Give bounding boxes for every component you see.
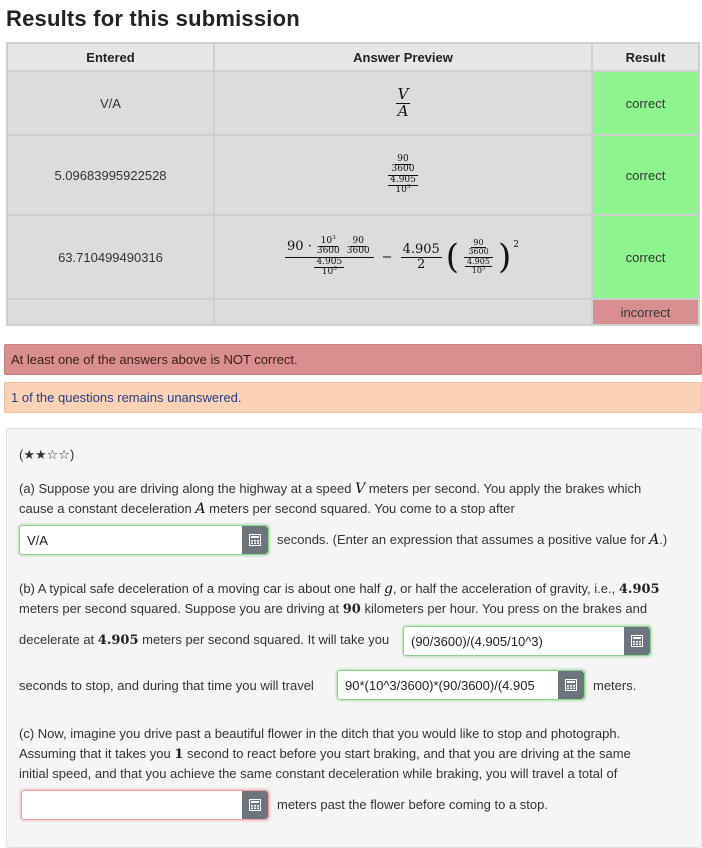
part-b-text-1: (b) A typical safe deceleration of a moving car is about one half g, or half the acceleration of gravity, i.e., 4.905 [19,581,660,597]
preview-cell [214,71,592,135]
page-title: Results for this submission [6,6,300,31]
part-b-text-3: decelerate at 4.905 meters per second squared. It will take you [19,632,390,648]
equation-editor-button[interactable] [242,526,268,554]
table-row [7,215,699,299]
answer-c-field[interactable] [21,790,269,820]
incorrect-alert: At least one of the answers above is NOT correct. [4,344,702,375]
result-cell: incorrect [592,299,699,325]
preview-cell [214,299,592,325]
preview-cell [214,135,592,215]
equation-editor-button[interactable] [242,791,268,819]
table-header-row [7,43,699,71]
part-c-after: meters past the flower before coming to a stop. [277,797,548,812]
part-c-text-2: Assuming that it takes you 1 second to react before you start braking, and that you are driving at the same [19,746,631,762]
results-table [6,42,700,326]
part-c-text-1: (c) Now, imagine you drive past a beautiful flower in the ditch that you would like to stop and photograph. [19,726,621,741]
part-b-text-4: seconds to stop, and during that time you will travel [19,678,314,693]
calculator-icon [249,799,261,811]
answer-b1-field[interactable]: (90/3600)/(4.905/10^3) [403,626,651,656]
entered-cell: V/A [7,71,214,135]
preview-fraction: $\frac{V}{A}$ [397,84,409,120]
answer-b2-field[interactable]: 90*(10^3/3600)*(90/3600)/(4.905 [337,670,585,700]
part-b-units: meters. [593,678,637,693]
header-answer-preview: Answer Preview [214,43,592,71]
part-c-text-3: initial speed, and that you achieve the same constant deceleration while braking, you will travel a total of [19,766,618,781]
entered-cell: 63.710499490316 [7,215,214,299]
result-cell: correct [592,71,699,135]
table-row [7,71,699,135]
part-b-text-2: meters per second squared. Suppose you are driving at 90 kilometers per hour. You press on the brakes and [19,601,648,617]
header-entered: Entered [7,43,214,71]
preview-cell [214,215,592,299]
unanswered-alert: 1 of the questions remains unanswered. [4,382,702,413]
calculator-icon [249,534,261,546]
equation-editor-button[interactable] [624,627,650,655]
result-cell: correct [592,215,699,299]
table-row [7,135,699,215]
answer-a-field[interactable]: V/A [19,525,269,555]
entered-cell: 5.09683995922528 [7,135,214,215]
difficulty-stars: (★★☆☆) [19,447,75,462]
equation-editor-button[interactable] [558,671,584,699]
problem-panel [6,428,702,848]
preview-expression: 90 · $\frac{10^3}{3600}$ $\frac{90}{3600}$ $\frac{4.905}{10^3}$ − $\frac{4.905}{2}$ ( $\frac{\frac{90}{3600}}{\frac{4.905}{10^3}}$ ) $^2$ [287,234,519,277]
part-a-after: seconds. (Enter an expression that assumes a positive value for A.) [277,532,668,548]
result-cell: correct [592,135,699,215]
header-result: Result [592,43,699,71]
calculator-icon [631,635,643,647]
part-a-text-2: cause a constant deceleration A meters per second squared. You come to a stop after [19,501,515,517]
preview-fraction: $\frac{\frac{90}{3600}}{\frac{4.905}{10^3}}$ [386,155,420,196]
entered-cell [7,299,214,325]
table-row [7,299,699,325]
calculator-icon [565,679,577,691]
part-a-text-1: (a) Suppose you are driving along the highway at a speed V meters per second. You apply the brakes which [19,481,642,497]
